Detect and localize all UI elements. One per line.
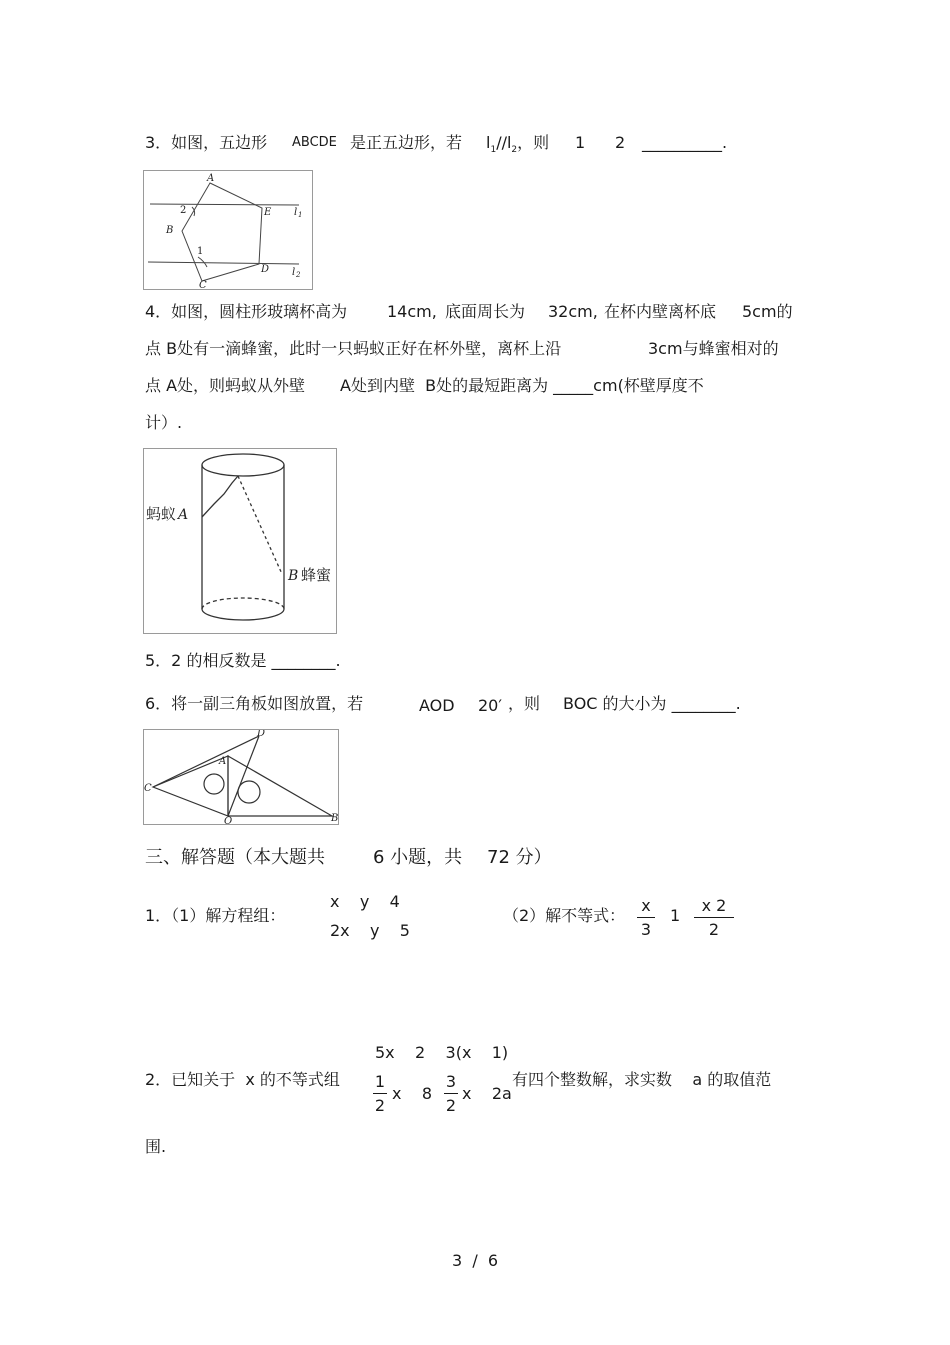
q6-boc: BOC 的大小为 ________. bbox=[563, 694, 741, 713]
p1-fraction-x2-over-2: x 2 2 bbox=[694, 896, 734, 939]
label-D: D bbox=[261, 264, 270, 275]
p2-mid1: x 8 bbox=[392, 1084, 432, 1103]
set-squares-figure bbox=[143, 729, 339, 825]
q6-prefix: 6．将一副三角板如图放置，若 bbox=[145, 694, 364, 713]
q4-line2a: 点 B处有一滴蜂蜜，此时一只蚂蚁正好在杯外壁，离杯上沿 bbox=[145, 339, 562, 358]
label-B: B bbox=[166, 225, 174, 236]
label-E: E bbox=[264, 207, 272, 218]
p1-label2: （2）解不等式： bbox=[503, 906, 626, 925]
page-number: 3 / 6 bbox=[452, 1251, 499, 1270]
circle-right bbox=[238, 781, 260, 803]
line-l2 bbox=[148, 262, 299, 264]
angle-1-arc bbox=[198, 257, 207, 267]
circle-left bbox=[204, 774, 224, 794]
cylinder-bottom-back bbox=[202, 598, 284, 609]
q4-line1a: 4．如图，圆柱形玻璃杯高为 bbox=[145, 302, 348, 321]
p1-eq2: 2x y 5 bbox=[330, 921, 410, 940]
q4-line1f: 5cm的 bbox=[742, 302, 793, 321]
line-CD bbox=[153, 736, 259, 787]
q5-text: 5．2 的相反数是 ________. bbox=[145, 651, 341, 670]
label-l1-sub: 1 bbox=[298, 211, 303, 219]
q4-line1d: 32cm, bbox=[548, 302, 598, 321]
p2-tail: 有四个整数解，求实数 a 的取值范 bbox=[512, 1070, 772, 1089]
cylinder-top bbox=[202, 454, 284, 476]
label-l2: l bbox=[292, 267, 296, 278]
p2-mid2: x 2a bbox=[462, 1084, 512, 1103]
q3-blank: __________. bbox=[642, 133, 728, 152]
cylinder-figure bbox=[143, 448, 337, 634]
triangle-left bbox=[153, 756, 228, 816]
line-l1 bbox=[150, 204, 299, 205]
label-A: A bbox=[207, 173, 215, 184]
label-ant: 蚂蚁 bbox=[146, 505, 177, 523]
p1-label: 1．（1）解方程组： bbox=[145, 906, 286, 925]
path-outer bbox=[202, 476, 238, 517]
label-l1: l bbox=[294, 207, 298, 218]
label-B: B bbox=[331, 813, 338, 824]
cylinder-bottom-front bbox=[202, 609, 284, 620]
q3-angle2: 2 bbox=[615, 133, 626, 152]
q6-then: ，则 bbox=[508, 694, 541, 713]
section-3-count: 6 小题，共 bbox=[373, 847, 463, 868]
triangle-right bbox=[228, 756, 332, 816]
q6-aod: AOD bbox=[419, 696, 455, 715]
label-angle-1: 1 bbox=[197, 246, 204, 257]
label-B: B bbox=[288, 568, 299, 584]
p2-fraction-half: 1 2 bbox=[374, 1072, 386, 1115]
q4-line1b: 14cm, bbox=[387, 302, 437, 321]
label-l2-sub: 2 bbox=[296, 271, 301, 279]
q4-line1c: 底面周长为 bbox=[445, 302, 526, 321]
p2-line2: 围. bbox=[145, 1137, 167, 1156]
q4-line4: 计）. bbox=[145, 413, 183, 432]
section-3-score: 72 分） bbox=[487, 847, 552, 868]
label-O: O bbox=[224, 816, 233, 824]
line-OD bbox=[228, 736, 259, 816]
label-A: A bbox=[178, 507, 189, 523]
p2-label: 2．已知关于 x 的不等式组 bbox=[145, 1070, 340, 1089]
q3-mid: 是正五边形，若 bbox=[350, 133, 463, 152]
p1-eq1: x y 4 bbox=[330, 892, 400, 911]
q4-line1e: 在杯内壁离杯底 bbox=[604, 302, 717, 321]
path-inner bbox=[238, 476, 282, 574]
q4-line2b: 3cm与蜂蜜相对的 bbox=[648, 339, 779, 358]
q4-line3a: 点 A处，则蚂蚁从外壁 bbox=[145, 376, 306, 395]
label-A: A bbox=[219, 756, 227, 767]
p1-one: 1 bbox=[670, 906, 681, 925]
p2-fraction-three-halves: 3 2 bbox=[445, 1072, 457, 1115]
q6-degree: 20′ bbox=[478, 696, 502, 715]
q3-shape: ABCDE bbox=[292, 135, 337, 150]
q3-condition: $l_1//l_2$，则 bbox=[486, 133, 550, 156]
p2-top-ineq: 5x 2 3(x 1) bbox=[375, 1043, 509, 1062]
pentagon-figure bbox=[143, 170, 313, 290]
label-honey: 蜂蜜 bbox=[301, 566, 332, 584]
label-angle-2: 2 bbox=[180, 205, 187, 216]
q3-prefix: 3．如图，五边形 bbox=[145, 133, 268, 152]
label-C: C bbox=[144, 783, 152, 794]
q3-angle1: 1 bbox=[575, 133, 586, 152]
q4-line3b: A处到内壁 B处的最短距离为 _____cm(杯壁厚度不 bbox=[340, 376, 704, 395]
pentagon bbox=[182, 183, 262, 281]
p1-fraction-x-over-3: x 3 bbox=[637, 896, 655, 939]
section-3-title: 三、解答题（本大题共 bbox=[145, 847, 325, 868]
label-D: D bbox=[257, 730, 266, 739]
label-C: C bbox=[199, 280, 207, 289]
